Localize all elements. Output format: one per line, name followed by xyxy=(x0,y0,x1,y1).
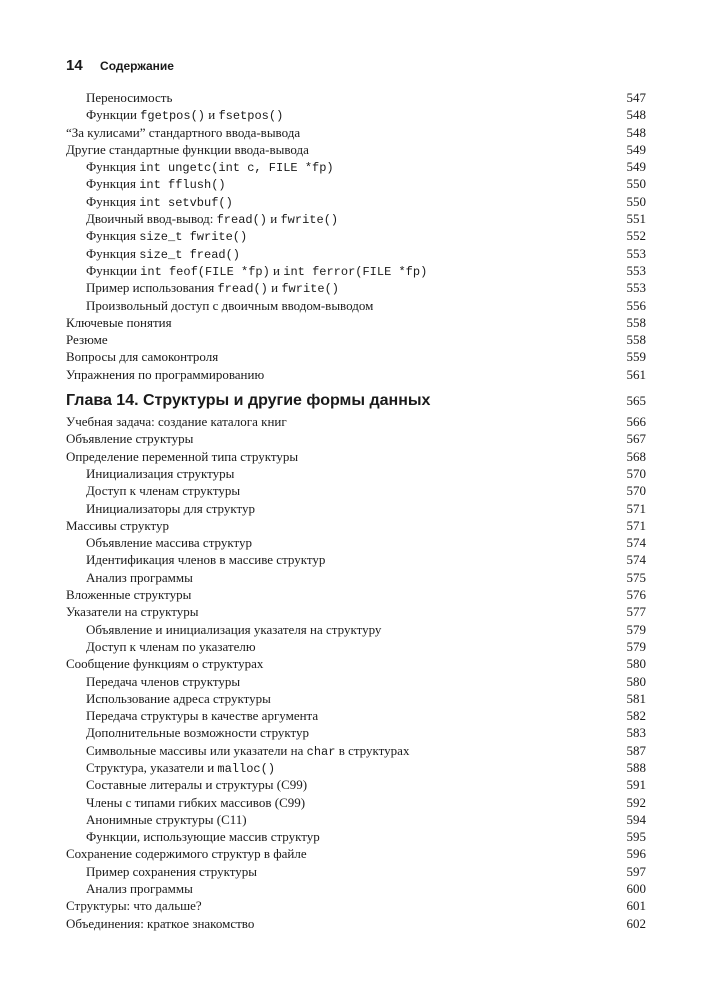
toc-entry xyxy=(66,897,646,914)
toc-subentry xyxy=(66,227,646,244)
code-fragment: fread() xyxy=(216,213,268,228)
toc-subentry xyxy=(66,193,646,210)
text-fragment: Объявление структуры xyxy=(66,431,194,447)
text-fragment: Функция xyxy=(86,245,140,261)
text-fragment: Объявление и инициализация указателя на структуру xyxy=(86,621,382,637)
toc-page-number: 601 xyxy=(626,898,646,914)
toc-page-number: 553 xyxy=(626,280,646,296)
toc-subentry xyxy=(66,724,646,741)
toc-page-number: 547 xyxy=(626,90,646,105)
toc-entry-title xyxy=(86,176,226,191)
toc-subentry xyxy=(66,828,646,845)
toc-page-number: 558 xyxy=(626,332,646,348)
toc-page-number: 595 xyxy=(626,829,646,845)
toc-subentry xyxy=(66,776,646,793)
toc-subentry xyxy=(66,106,646,123)
toc-subentry xyxy=(66,621,646,638)
toc-entry-title xyxy=(86,812,247,827)
toc-entry-title xyxy=(86,743,409,758)
toc-entry-title xyxy=(86,829,320,844)
toc-entry-title xyxy=(66,332,108,347)
toc-entry-title xyxy=(86,280,339,295)
toc-page-number: 574 xyxy=(626,535,646,551)
toc-page-number: 592 xyxy=(626,794,646,810)
toc-page-number: 580 xyxy=(626,656,646,672)
toc-subentry xyxy=(66,534,646,551)
toc-page-number: 561 xyxy=(626,366,646,382)
text-fragment: Указатели на структуры xyxy=(66,604,199,620)
toc-page-number: 582 xyxy=(626,708,646,724)
text-fragment: Символьные массивы или указатели на xyxy=(86,742,307,758)
toc-entry-title xyxy=(66,367,264,382)
text-fragment: Другие стандартные функции ввода-вывода xyxy=(66,141,309,157)
text-fragment: Двоичный ввод-вывод: xyxy=(86,211,217,227)
toc-entry-title xyxy=(86,159,334,174)
text-fragment: Структуры: что дальше? xyxy=(66,898,202,914)
text-fragment: Объединения: краткое знакомство xyxy=(66,915,255,931)
toc-subentry xyxy=(66,690,646,707)
code-fragment: fwrite() xyxy=(280,213,339,228)
code-fragment: size_t fread() xyxy=(139,247,241,262)
toc-entry-title xyxy=(86,90,172,105)
toc-page-number: 600 xyxy=(626,881,646,897)
code-fragment: size_t fwrite() xyxy=(139,230,248,245)
toc-entry-title xyxy=(66,846,307,861)
text-fragment: Сохранение содержимого структур в файле xyxy=(66,846,307,862)
toc-page-number: 568 xyxy=(626,448,646,464)
text-fragment: Функции xyxy=(86,262,141,278)
text-fragment: Инициализация структуры xyxy=(86,465,235,481)
code-fragment: int setvbuf() xyxy=(139,195,233,210)
text-fragment: Объявление массива структур xyxy=(86,535,253,551)
toc-page-number: 553 xyxy=(626,245,646,261)
toc-entry-title xyxy=(86,228,247,243)
text-fragment: Сообщение функциям о структурах xyxy=(66,656,264,672)
toc-page-number: 548 xyxy=(626,107,646,123)
text-fragment: Передача структуры в качестве аргумента xyxy=(86,708,319,724)
toc-entry-title xyxy=(86,211,338,226)
toc-entry-title xyxy=(66,587,191,602)
text-fragment: Инициализаторы для структур xyxy=(86,500,256,516)
toc-page-number: 551 xyxy=(626,211,646,227)
toc-page-number: 583 xyxy=(626,725,646,741)
text-fragment: “За кулисами” стандартного ввода-вывода xyxy=(66,124,301,140)
toc-page-number: 597 xyxy=(626,863,646,879)
toc-entry-title xyxy=(86,552,325,567)
toc-entry-title xyxy=(86,466,234,481)
code-fragment: int ferror(FILE *fp) xyxy=(283,264,428,279)
toc-subentry xyxy=(66,707,646,724)
toc-subentry xyxy=(66,482,646,499)
code-fragment: int feof(FILE *fp) xyxy=(140,264,270,279)
toc-entry xyxy=(66,915,646,932)
running-title: Содержание xyxy=(100,59,174,73)
toc-page-number: 548 xyxy=(626,124,646,140)
toc-entry xyxy=(66,366,646,383)
toc-subentry xyxy=(66,742,646,759)
chapter-page-number: 565 xyxy=(626,393,646,409)
text-fragment: в структурах xyxy=(335,742,410,758)
toc-entry xyxy=(66,348,646,365)
toc-page-number: 549 xyxy=(626,159,646,175)
toc-entry-title xyxy=(66,142,309,157)
text-fragment: Пример сохранения структуры xyxy=(86,863,258,879)
page-number: 14 xyxy=(66,57,83,74)
toc-subentry xyxy=(66,465,646,482)
toc-section-chapter-14 xyxy=(66,413,646,932)
toc-entry xyxy=(66,655,646,672)
toc-subentry xyxy=(66,158,646,175)
toc-page-number: 571 xyxy=(626,517,646,533)
text-fragment: Функции, использующие массив структур xyxy=(86,829,320,845)
code-fragment: int ungetc(int c, FILE *fp) xyxy=(139,161,334,176)
toc-subentry xyxy=(66,279,646,296)
code-fragment: char xyxy=(306,744,336,759)
toc-subentry xyxy=(66,89,646,106)
toc-page-number: 558 xyxy=(626,314,646,330)
text-fragment: Резюме xyxy=(66,332,108,348)
toc-entry-title xyxy=(66,898,202,913)
toc-subentry xyxy=(66,811,646,828)
toc-entry-title xyxy=(66,916,254,931)
code-fragment: fsetpos() xyxy=(218,109,284,124)
toc-entry-title xyxy=(66,315,172,330)
text-fragment: Доступ к членам структуры xyxy=(86,483,241,499)
toc-subentry xyxy=(66,175,646,192)
toc-section-previous xyxy=(66,89,646,383)
toc-subentry xyxy=(66,638,646,655)
toc-entry-title xyxy=(86,777,307,792)
toc-entry-title xyxy=(86,864,257,879)
toc-page-number: 596 xyxy=(626,846,646,862)
toc-entry-title xyxy=(86,570,193,585)
toc-subentry xyxy=(66,569,646,586)
toc-page-number: 577 xyxy=(626,604,646,620)
text-fragment: Произвольный доступ с двоичным вводом-выводом xyxy=(86,297,374,313)
text-fragment: Переносимость xyxy=(86,90,173,105)
toc-page-number: 587 xyxy=(626,742,646,758)
toc-subentry xyxy=(66,551,646,568)
toc-page-number: 570 xyxy=(626,465,646,481)
text-fragment: Функция xyxy=(86,159,140,175)
toc-entry xyxy=(66,603,646,620)
toc-entry-title xyxy=(86,639,256,654)
toc-entry xyxy=(66,314,646,331)
toc-page-number: 588 xyxy=(626,759,646,775)
text-fragment: и xyxy=(267,280,282,296)
toc-entry-title xyxy=(86,246,240,261)
chapter-title: Глава 14. Структуры и другие формы данных xyxy=(66,392,431,410)
text-fragment: Члены с типами гибких массивов (C99) xyxy=(86,794,306,810)
text-fragment: Структура, указатели и xyxy=(86,759,218,775)
text-fragment: Функция xyxy=(86,176,140,192)
toc-page-number: 553 xyxy=(626,262,646,278)
code-fragment: int fflush() xyxy=(139,178,226,193)
toc-page-number: 550 xyxy=(626,193,646,209)
toc-entry-title xyxy=(66,414,287,429)
toc-page-number: 559 xyxy=(626,349,646,365)
toc-page-number: 602 xyxy=(626,915,646,931)
toc-entry-title xyxy=(86,674,240,689)
text-fragment: Определение переменной типа структуры xyxy=(66,448,299,464)
toc-subentry xyxy=(66,500,646,517)
text-fragment: Анализ программы xyxy=(86,569,193,585)
toc-entry-title xyxy=(66,349,218,364)
toc-entry xyxy=(66,448,646,465)
toc-page-number: 591 xyxy=(626,777,646,793)
toc-entry-title xyxy=(86,725,309,740)
toc-entry-title xyxy=(86,691,271,706)
toc-page-number: 566 xyxy=(626,414,646,430)
toc-page-number: 575 xyxy=(626,569,646,585)
text-fragment: Составные литералы и структуры (C99) xyxy=(86,777,308,793)
text-fragment: Пример использования xyxy=(86,280,218,296)
text-fragment: Вопросы для самоконтроля xyxy=(66,349,219,365)
toc-subentry xyxy=(66,673,646,690)
text-fragment: Функция xyxy=(86,193,140,209)
code-fragment: fwrite() xyxy=(281,282,339,297)
toc-page-number: 580 xyxy=(626,673,646,689)
text-fragment: и xyxy=(269,262,284,278)
toc-entry-title xyxy=(66,125,300,140)
toc-page-number: 550 xyxy=(626,176,646,192)
toc-entry xyxy=(66,413,646,430)
toc-entry xyxy=(66,141,646,158)
toc-page-number: 571 xyxy=(626,500,646,516)
table-of-contents xyxy=(66,89,646,932)
toc-entry-title xyxy=(86,501,255,516)
toc-entry-title xyxy=(86,107,283,122)
toc-entry-title xyxy=(86,535,252,550)
toc-subentry xyxy=(66,880,646,897)
text-fragment: Идентификация членов в массиве структур xyxy=(86,552,326,568)
toc-entry-title xyxy=(86,622,381,637)
text-fragment: Упражнения по программированию xyxy=(66,366,265,382)
toc-entry xyxy=(66,586,646,603)
code-fragment: fread() xyxy=(217,282,268,297)
toc-subentry xyxy=(66,863,646,880)
toc-entry-title xyxy=(86,298,373,313)
toc-subentry xyxy=(66,262,646,279)
text-fragment: Вложенные структуры xyxy=(66,587,192,603)
toc-entry-title xyxy=(86,194,233,209)
text-fragment: Функция xyxy=(86,228,140,244)
toc-entry xyxy=(66,517,646,534)
toc-entry-title xyxy=(86,483,240,498)
toc-subentry xyxy=(66,245,646,262)
running-header xyxy=(66,57,174,74)
toc-entry-title xyxy=(86,263,427,278)
toc-subentry xyxy=(66,297,646,314)
text-fragment: Массивы структур xyxy=(66,517,170,533)
code-fragment: malloc() xyxy=(217,761,276,776)
text-fragment: и xyxy=(267,211,281,227)
toc-page-number: 556 xyxy=(626,297,646,313)
text-fragment: Доступ к членам по указателю xyxy=(86,638,256,654)
chapter-heading xyxy=(66,389,646,413)
toc-entry-title xyxy=(66,604,198,619)
text-fragment: Анализ программы xyxy=(86,881,193,897)
toc-entry xyxy=(66,331,646,348)
toc-page-number: 570 xyxy=(626,483,646,499)
toc-entry-title xyxy=(86,795,305,810)
text-fragment: и xyxy=(204,107,219,123)
toc-entry-title xyxy=(86,760,275,775)
text-fragment: Ключевые понятия xyxy=(66,314,172,330)
toc-subentry xyxy=(66,794,646,811)
toc-entry-title xyxy=(66,431,193,446)
toc-page-number: 552 xyxy=(626,228,646,244)
code-fragment: fgetpos() xyxy=(140,109,205,124)
toc-entry-title xyxy=(66,449,298,464)
toc-subentry xyxy=(66,759,646,776)
text-fragment: Дополнительные возможности структур xyxy=(86,725,310,741)
toc-entry xyxy=(66,845,646,862)
toc-entry-title xyxy=(86,881,193,896)
toc-page-number: 581 xyxy=(626,690,646,706)
toc-entry xyxy=(66,124,646,141)
text-fragment: Передача членов структуры xyxy=(86,673,241,689)
toc-page-number: 574 xyxy=(626,552,646,568)
toc-page-number: 567 xyxy=(626,431,646,447)
toc-entry-title xyxy=(66,656,263,671)
toc-subentry xyxy=(66,210,646,227)
text-fragment: Анонимные структуры (C11) xyxy=(86,811,247,827)
toc-page-number: 594 xyxy=(626,811,646,827)
toc-page-number: 549 xyxy=(626,141,646,157)
toc-page-number: 576 xyxy=(626,587,646,603)
text-fragment: Учебная задача: создание каталога книг xyxy=(66,414,287,430)
toc-page-number: 579 xyxy=(626,638,646,654)
text-fragment: Функции xyxy=(86,107,141,123)
toc-entry-title xyxy=(66,518,169,533)
toc-entry-title xyxy=(86,708,318,723)
text-fragment: Использование адреса структуры xyxy=(86,690,271,706)
toc-entry xyxy=(66,430,646,447)
toc-page-number: 579 xyxy=(626,621,646,637)
